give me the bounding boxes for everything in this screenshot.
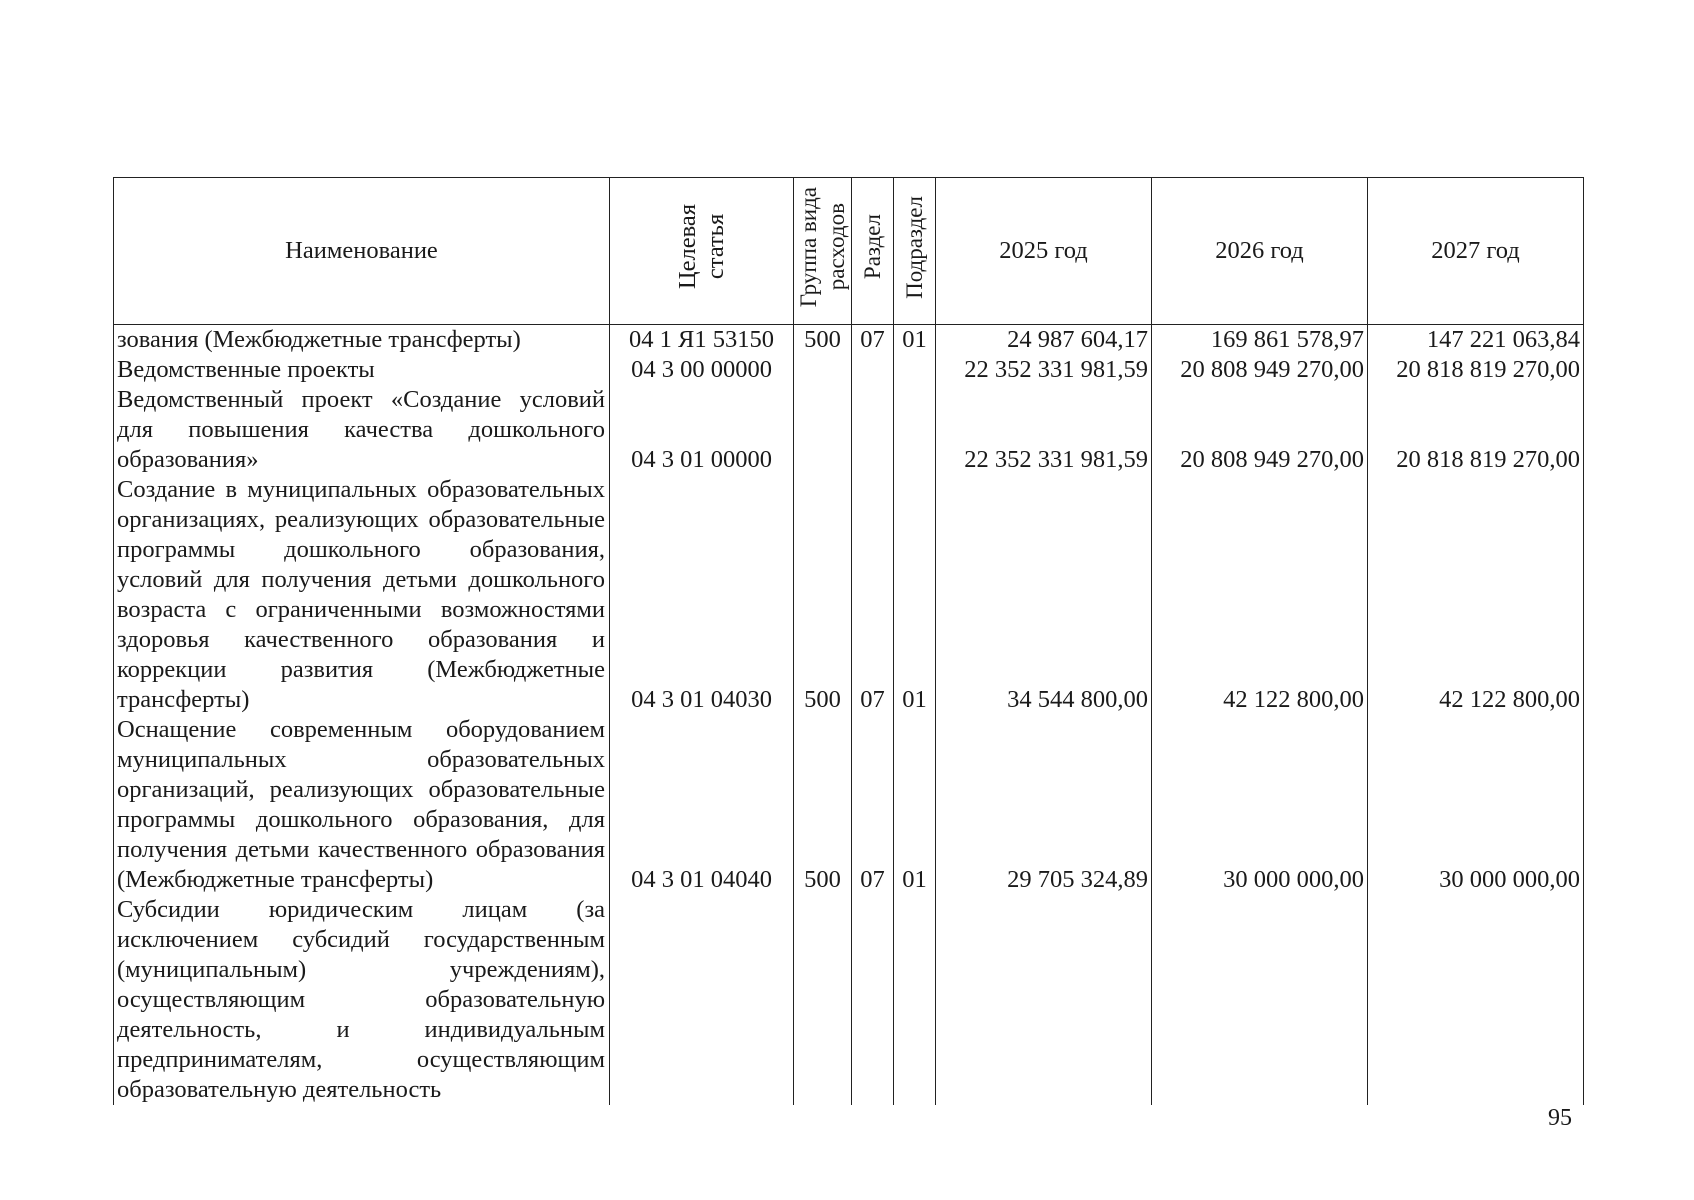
row-amount-2026: 20 808 949 270,00 (1152, 355, 1368, 385)
row-expense-group: 500 (794, 715, 852, 895)
row-amount-2025: 29 705 324,89 (936, 715, 1152, 895)
header-target-article: Целевая статья (610, 178, 794, 325)
row-amount-2026 (1152, 895, 1368, 1105)
row-amount-2026: 30 000 000,00 (1152, 715, 1368, 895)
row-amount-2025: 22 352 331 981,59 (936, 385, 1152, 475)
row-subsection (894, 385, 936, 475)
row-subsection (894, 355, 936, 385)
row-expense-group (794, 355, 852, 385)
row-name: Оснащение современным оборудованием муниципальных образовательных организаций, реализующих образовательные программы дошкольного образования, для получения детьми качественного образования (Межбюджетные трансферты) (114, 715, 610, 895)
row-subsection: 01 (894, 325, 936, 356)
row-section: 07 (852, 475, 894, 715)
row-name: Создание в муниципальных образовательных организациях, реализующих образовательные программы дошкольного образования, условий для получения детьми дошкольного возраста с ограниченными возможностями здоровья качественного образования и коррекции развития (Межбюджетные трансферты) (114, 475, 610, 715)
header-2026: 2026 год (1152, 178, 1368, 325)
table-row (114, 385, 1584, 475)
row-section (852, 895, 894, 1105)
row-expense-group (794, 895, 852, 1105)
header-2027: 2027 год (1368, 178, 1584, 325)
row-amount-2027: 20 818 819 270,00 (1368, 355, 1584, 385)
row-subsection: 01 (894, 475, 936, 715)
row-subsection: 01 (894, 715, 936, 895)
row-target-article (610, 895, 794, 1105)
table-body (114, 325, 1584, 1106)
row-amount-2027: 20 818 819 270,00 (1368, 385, 1584, 475)
row-expense-group: 500 (794, 475, 852, 715)
row-amount-2027: 30 000 000,00 (1368, 715, 1584, 895)
row-name: зования (Межбюджетные трансферты) (114, 325, 610, 356)
row-amount-2026: 169 861 578,97 (1152, 325, 1368, 356)
row-amount-2027: 147 221 063,84 (1368, 325, 1584, 356)
table-row (114, 895, 1584, 1105)
row-expense-group: 500 (794, 325, 852, 356)
header-name: Наименование (114, 178, 610, 325)
header-expense-group: Группа вида расходов (794, 178, 852, 325)
header-section: Раздел (852, 178, 894, 325)
row-amount-2026: 42 122 800,00 (1152, 475, 1368, 715)
page-number: 95 (1548, 1105, 1572, 1131)
header-2025: 2025 год (936, 178, 1152, 325)
row-name: Ведомственные проекты (114, 355, 610, 385)
row-amount-2025: 34 544 800,00 (936, 475, 1152, 715)
row-name: Ведомственный проект «Создание условий для повышения качества дошкольного образования» (114, 385, 610, 475)
row-target-article: 04 3 00 00000 (610, 355, 794, 385)
table-row (114, 325, 1584, 356)
row-target-article: 04 3 01 00000 (610, 385, 794, 475)
row-amount-2027: 42 122 800,00 (1368, 475, 1584, 715)
header-row (114, 178, 1584, 325)
row-expense-group (794, 385, 852, 475)
table-row (114, 475, 1584, 715)
row-amount-2025: 24 987 604,17 (936, 325, 1152, 356)
row-section: 07 (852, 715, 894, 895)
row-target-article: 04 3 01 04040 (610, 715, 794, 895)
row-target-article: 04 3 01 04030 (610, 475, 794, 715)
row-section (852, 385, 894, 475)
row-amount-2025: 22 352 331 981,59 (936, 355, 1152, 385)
header-subsection: Подраздел (894, 178, 936, 325)
row-amount-2027 (1368, 895, 1584, 1105)
row-subsection (894, 895, 936, 1105)
row-section: 07 (852, 325, 894, 356)
budget-table (113, 177, 1584, 1105)
row-amount-2026: 20 808 949 270,00 (1152, 385, 1368, 475)
row-section (852, 355, 894, 385)
row-target-article: 04 1 Я1 53150 (610, 325, 794, 356)
row-name: Субсидии юридическим лицам (за исключением субсидий государственным (муниципальным) учреждениям), осуществляющим образовательную деятельность, и индивидуальным предпринимателям, осуществляющим образовательную деятельность (114, 895, 610, 1105)
table-header (114, 178, 1584, 325)
table-row (114, 715, 1584, 895)
row-amount-2025 (936, 895, 1152, 1105)
table-row (114, 355, 1584, 385)
